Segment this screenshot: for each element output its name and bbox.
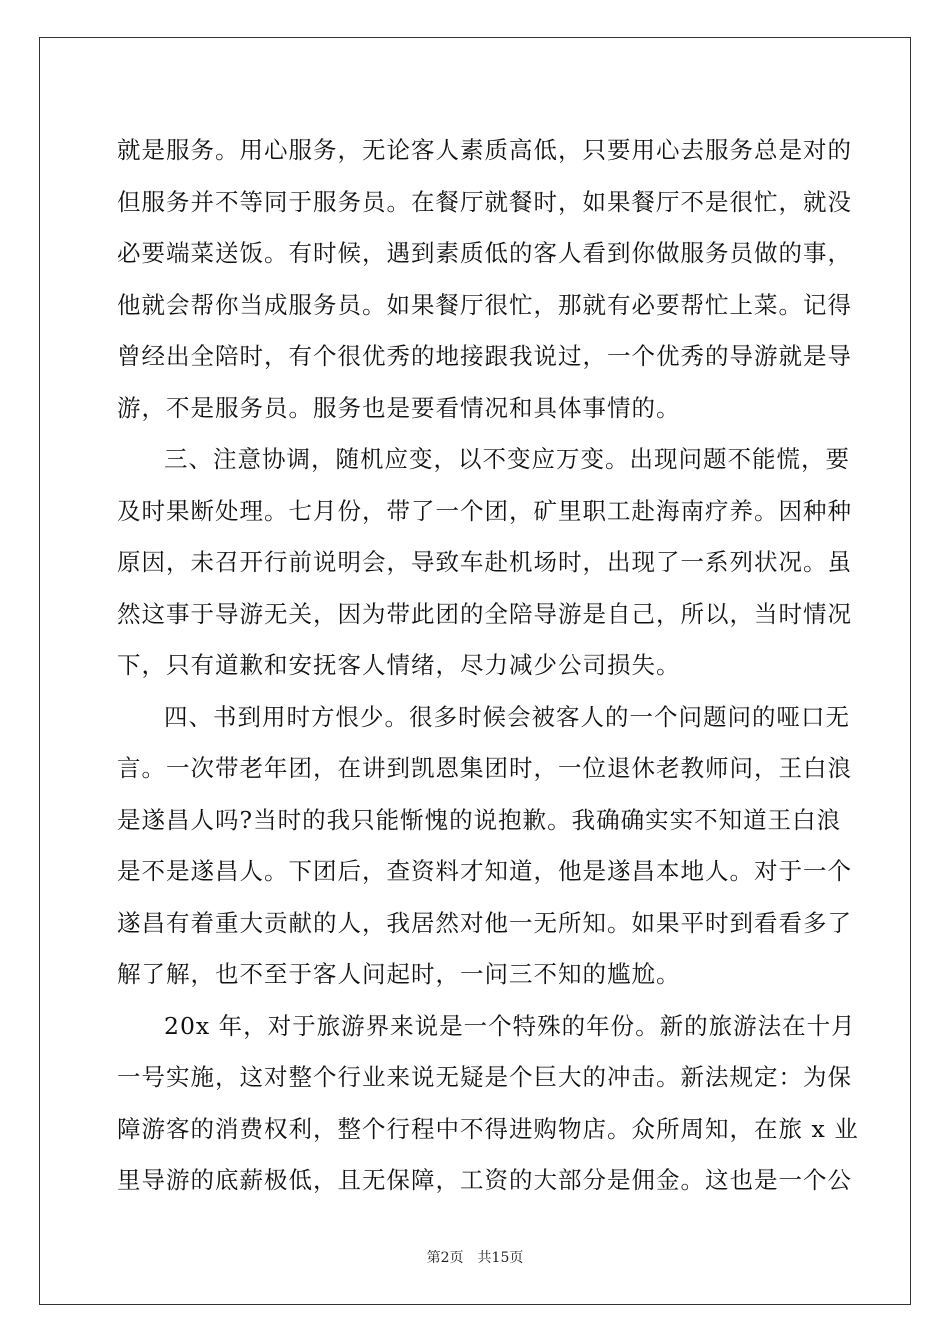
- document-body: [117, 127, 859, 1209]
- paragraph: [117, 436, 852, 694]
- text-line: 遂昌有着重大贡献的人，我居然对他一无所知。如果平时到看看多了: [117, 908, 852, 937]
- text-line: 一号实施，这对整个行业来说无疑是个巨大的冲击。新法规定：为保: [117, 1063, 852, 1091]
- text-line: 但服务并不等同于服务员。在餐厅就餐时，如果餐厅不是很忙，就没: [117, 187, 852, 216]
- text-line: 里导游的底薪极低，且无保障，工资的大部分是佣金。这也是一个公: [117, 1166, 852, 1194]
- text-line: 三、注意协调，随机应变，以不变应万变。出现问题不能慌，要: [164, 445, 850, 473]
- text-line: 游，不是服务员。服务也是要看情况和具体事情的。: [117, 393, 681, 422]
- text-line: 言。一次带老年团，在讲到凯恩集团时，一位退休老教师问，王白浪: [117, 754, 852, 782]
- text-line: 曾经出全陪时，有个很优秀的地接跟我说过，一个优秀的导游就是导: [117, 342, 852, 370]
- page-total: 共15页: [477, 1250, 524, 1266]
- text-line: 20x 年，对于旅游界来说是一个特殊的年份。新的旅游法在十月: [164, 1011, 856, 1040]
- text-line: 四、书到用时方恨少。很多时候会被客人的一个问题问的哑口无: [164, 702, 850, 731]
- text-line: 解了解，也不至于客人问起时，一问三不知的尴尬。: [117, 960, 681, 988]
- text-line: 必要端菜送饭。有时候，遇到素质低的客人看到你做服务员做的事，: [117, 239, 852, 267]
- text-line: 原因，未召开行前说明会，导致车赴机场时，出现了一系列状况。虽: [117, 548, 852, 576]
- text-line: 及时果断处理。七月份，带了一个团，矿里职工赴海南疗养。因种种: [117, 496, 852, 525]
- text-line: 然这事于导游无关，因为带此团的全陪导游是自己，所以，当时情况: [117, 599, 852, 628]
- text-line: 障游客的消费权利，整个行程中不得进购物店。众所周知，在旅 x 业: [117, 1114, 859, 1143]
- page-footer: [0, 1247, 950, 1267]
- paragraph: [117, 127, 852, 436]
- paragraph: [117, 1003, 859, 1209]
- text-line: 是不是遂昌人。下团后，查资料才知道，他是遂昌本地人。对于一个: [117, 857, 852, 885]
- page-number: 第2页: [426, 1250, 464, 1266]
- text-line: 就是服务。用心服务，无论客人素质高低，只要用心去服务总是对的: [117, 136, 852, 164]
- text-line: 是遂昌人吗?当时的我只能惭愧的说抱歉。我确确实实不知道王白浪: [117, 805, 842, 834]
- text-line: 他就会帮你当成服务员。如果餐厅很忙，那就有必要帮忙上菜。记得: [117, 290, 852, 319]
- text-line: 下，只有道歉和安抚客人情绪，尽力减少公司损失。: [117, 651, 681, 679]
- paragraph: [117, 694, 852, 1003]
